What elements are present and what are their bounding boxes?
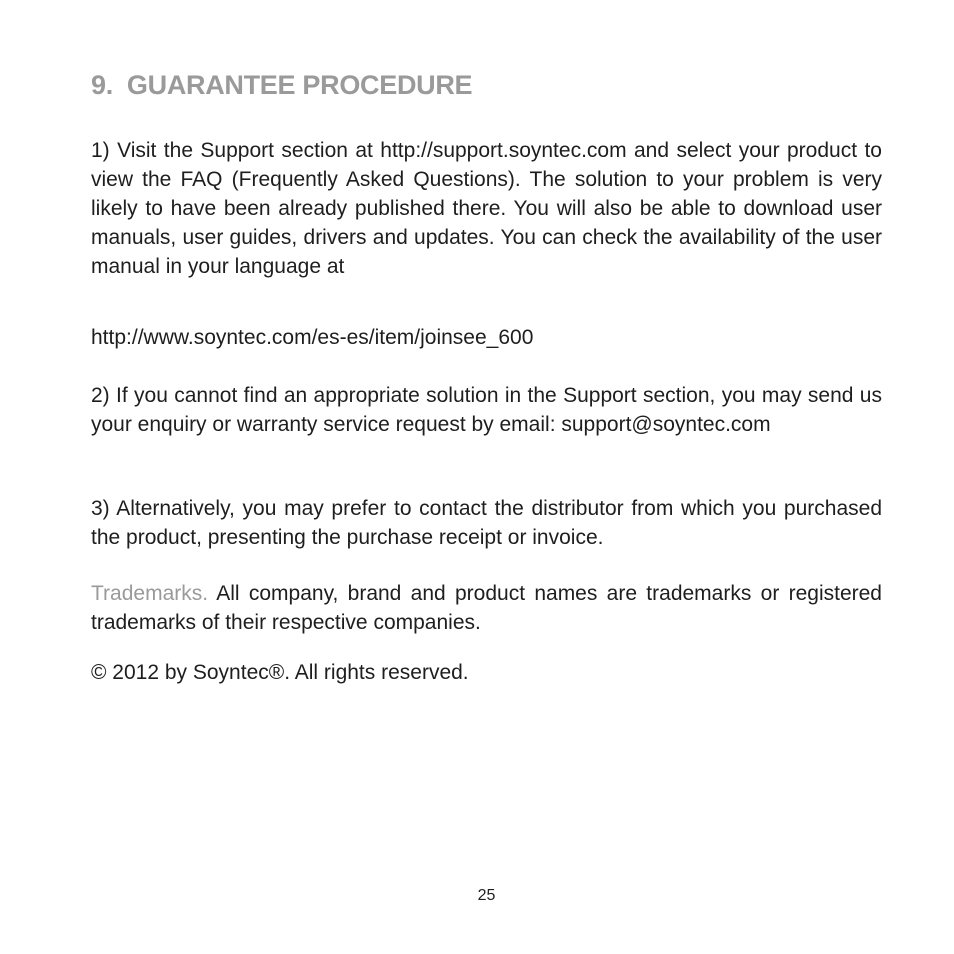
trademarks-lead: Trademarks. [91,582,209,605]
page-number: 25 [477,887,496,904]
manual-page [91,0,882,954]
section-number: 9. [91,70,113,100]
section-heading [91,70,472,101]
step-3-paragraph: 3) Alternatively, you may prefer to contact the distributor from which you purchased the product, presenting the purchase receipt or invoice. [91,497,882,549]
step-1-paragraph: 1) Visit the Support section at http://support.soyntec.com and select your product to view the FAQ (Frequently Asked Questions). The solution to your problem is very likely to have been already published there. You will also be able to download user manuals, user guides, drivers and updates. You can check the availability of the user manual in your language at [91,139,882,278]
manual-url-link[interactable]: http://www.soyntec.com/es-es/item/joinsee_600 [91,326,534,349]
section-title-text: GUARANTEE PROCEDURE [126,70,473,100]
step-2-paragraph: 2) If you cannot find an appropriate solution in the Support section, you may send us your enquiry or warranty service request by email: support@soyntec.com [91,384,882,436]
copyright-notice: © 2012 by Soyntec®. All rights reserved. [91,661,469,684]
trademarks-text: All company, brand and product names are trademarks or registered trademarks of their respective companies. [91,582,882,634]
trademarks-paragraph [91,579,882,637]
